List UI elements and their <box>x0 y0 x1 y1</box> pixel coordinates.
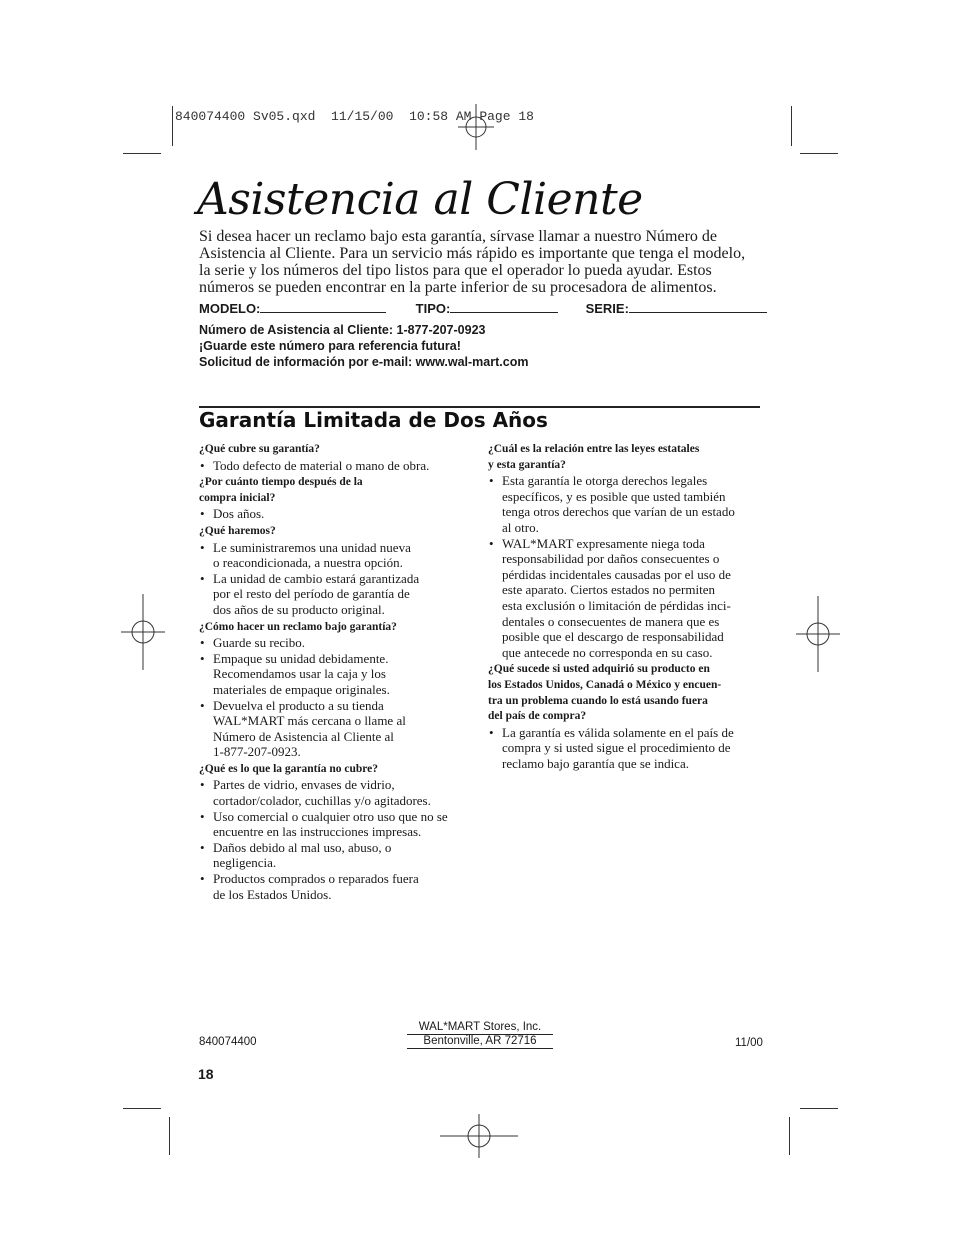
answer-line: • Le suministraremos una unidad nueva <box>213 539 411 555</box>
registration-mark-icon <box>796 596 840 672</box>
question-line: ¿Qué es lo que la garantía no cubre? <box>199 762 379 775</box>
slug-page-label: Page 18 <box>479 109 534 124</box>
answer-line: que antecede no corresponda en su caso. <box>502 644 713 660</box>
answer-line: • Productos comprados o reparados fuera <box>213 871 419 887</box>
intro-line: Asistencia al Cliente. Para un servicio más rápido es importante que tenga el modelo, <box>199 245 746 262</box>
warranty-right-column <box>488 440 763 771</box>
footer-company <box>407 1021 553 1049</box>
answer-line: • Partes de vidrio, envases de vidrio, <box>213 777 395 793</box>
serie-blank[interactable] <box>629 300 767 313</box>
question-line: del país de compra? <box>488 710 587 723</box>
answer-item <box>199 777 479 808</box>
crop-mark <box>169 1117 170 1155</box>
answer-line: Recomendamos usar la caja y los <box>213 666 386 682</box>
answer-list <box>199 777 479 902</box>
answer-line: dos años de su producto original. <box>213 601 385 617</box>
question-line: ¿Qué cubre su garantía? <box>199 443 320 455</box>
contact-line: ¡Guarde este número para referencia futura! <box>199 339 461 353</box>
slug-time: 10:58 AM <box>409 109 472 124</box>
answer-line: tenga otros derechos que varían de un estado <box>502 504 735 520</box>
answer-list <box>199 635 479 760</box>
answer-list <box>199 458 479 474</box>
warranty-heading: Garantía Limitada de Dos Años <box>199 408 548 432</box>
answer-line: 1-877-207-0923. <box>213 744 301 760</box>
answer-item <box>488 536 763 661</box>
answer-line: dentales o consecuentes de manera que es <box>502 613 720 629</box>
answer-line: de los Estados Unidos. <box>213 886 332 902</box>
answer-item <box>199 809 479 840</box>
crop-mark <box>791 106 792 146</box>
answer-item <box>199 840 479 871</box>
answer-item <box>199 871 479 902</box>
answer-line: materiales de empaque originales. <box>213 681 390 697</box>
question-line: y esta garantía? <box>488 458 566 471</box>
answer-line: este aparato. Ciertos estados no permiten <box>502 582 715 598</box>
tipo-blank[interactable] <box>450 300 558 313</box>
answer-line: • La garantía es válida solamente en el país de <box>502 724 734 740</box>
answer-list <box>488 725 763 772</box>
print-slug <box>175 109 534 124</box>
footer-address: Bentonville, AR 72716 <box>407 1035 553 1049</box>
intro-paragraph <box>199 228 764 296</box>
answer-line: encuentre en las instrucciones impresas. <box>213 824 422 840</box>
tipo-label: TIPO: <box>415 301 451 316</box>
question-line: ¿Cómo hacer un reclamo bajo garantía? <box>199 620 397 633</box>
answer-line: posible que el descargo de responsabilidad <box>502 629 724 645</box>
answer-line: negligencia. <box>213 855 277 871</box>
answer-item <box>199 458 479 474</box>
warranty-question <box>488 442 763 473</box>
answer-line: compra y si usted sigue el procedimiento de <box>502 740 731 756</box>
footer-date: 11/00 <box>735 1037 763 1049</box>
warranty-question <box>199 442 479 458</box>
warranty-question <box>199 620 479 636</box>
answer-line: • Daños debido al mal uso, abuso, o <box>213 839 392 855</box>
answer-line: • Devuelva el producto a su tienda <box>213 697 384 713</box>
answer-line: • Empaque su unidad debidamente. <box>213 650 389 666</box>
answer-item <box>488 725 763 772</box>
question-line: ¿Qué haremos? <box>199 524 276 537</box>
crop-mark <box>123 153 161 154</box>
slug-date: 11/15/00 <box>331 109 394 124</box>
question-line: ¿Cuál es la relación entre las leyes estatales <box>488 443 700 455</box>
answer-line: cortador/colador, cuchillas y/o agitadores. <box>213 793 431 809</box>
answer-line: • Todo defecto de material o mano de obra. <box>213 457 430 473</box>
answer-line: esta exclusión o limitación de pérdidas inci- <box>502 597 731 613</box>
warranty-question <box>199 762 479 778</box>
warranty-question <box>199 524 479 540</box>
answer-line: • Uso comercial o cualquier otro uso que no se <box>213 808 448 824</box>
answer-line: pérdidas incidentales causadas por el uso de <box>502 566 731 582</box>
warranty-question <box>199 475 479 506</box>
intro-line: números se pueden encontrar en la parte inferior de su procesadora de alimentos. <box>199 279 717 296</box>
page-title: Asistencia al Cliente <box>197 174 643 225</box>
answer-line: responsabilidad por daños consecuentes o <box>502 551 720 567</box>
answer-line: • WAL*MART expresamente niega toda <box>502 535 705 551</box>
registration-mark-icon <box>440 1114 518 1158</box>
crop-mark <box>800 1108 838 1109</box>
footer-code: 840074400 <box>199 1036 257 1048</box>
contact-line: Número de Asistencia al Cliente: 1-877-207-0923 <box>199 323 486 337</box>
intro-line: la serie y los números del tipo listos para que el operador lo pueda ayudar. Estos <box>199 262 712 279</box>
question-line: tra un problema cuando lo está usando fuera <box>488 694 708 707</box>
question-line: ¿Qué sucede si usted adquirió su producto en <box>488 663 710 676</box>
answer-item <box>199 635 479 651</box>
answer-list <box>488 473 763 660</box>
answer-line: • Dos años. <box>213 506 265 522</box>
question-line: compra inicial? <box>199 491 276 504</box>
footer-company-name: WAL*MART Stores, Inc. <box>407 1021 553 1035</box>
answer-item <box>199 651 479 698</box>
answer-list <box>199 540 479 618</box>
answer-line: WAL*MART más cercana o llame al <box>213 713 406 729</box>
answer-line: o reacondicionada, a nuestra opción. <box>213 555 403 571</box>
answer-item <box>199 540 479 571</box>
crop-mark <box>800 153 838 154</box>
crop-mark <box>789 1117 790 1155</box>
answer-line: por el resto del período de garantía de <box>213 586 410 602</box>
answer-line: específicos, y es posible que usted también <box>502 488 726 504</box>
warranty-left-column <box>199 440 479 902</box>
warranty-question <box>488 662 763 724</box>
answer-item <box>199 506 479 522</box>
answer-line: • La unidad de cambio estará garantizada <box>213 570 420 586</box>
page-number: 18 <box>198 1066 214 1082</box>
answer-item <box>199 698 479 760</box>
serie-label: SERIE: <box>585 301 629 316</box>
answer-line: reclamo bajo garantía que se indica. <box>502 755 689 771</box>
question-line: los Estados Unidos, Canadá o México y encuen- <box>488 678 722 691</box>
answer-line: • Esta garantía le otorga derechos legales <box>502 473 708 489</box>
answer-list <box>199 506 479 522</box>
contact-line: Solicitud de información por e-mail: www.wal-mart.com <box>199 355 529 369</box>
crop-mark <box>172 106 173 146</box>
product-info-fields <box>199 300 767 316</box>
modelo-label: MODELO: <box>199 301 261 316</box>
answer-item <box>199 571 479 618</box>
registration-mark-icon <box>121 594 165 670</box>
question-line: ¿Por cuánto tiempo después de la <box>199 476 363 489</box>
answer-line: • Guarde su recibo. <box>213 635 306 651</box>
crop-mark <box>123 1108 161 1109</box>
slug-file-label: 840074400 Sv05.qxd <box>175 109 316 124</box>
answer-line: Número de Asistencia al Cliente al <box>213 728 394 744</box>
contact-info <box>199 322 528 370</box>
answer-item <box>488 473 763 535</box>
modelo-blank[interactable] <box>260 300 386 313</box>
answer-line: al otro. <box>502 519 539 535</box>
intro-line: Si desea hacer un reclamo bajo esta garantía, sírvase llamar a nuestro Número de <box>199 228 718 245</box>
